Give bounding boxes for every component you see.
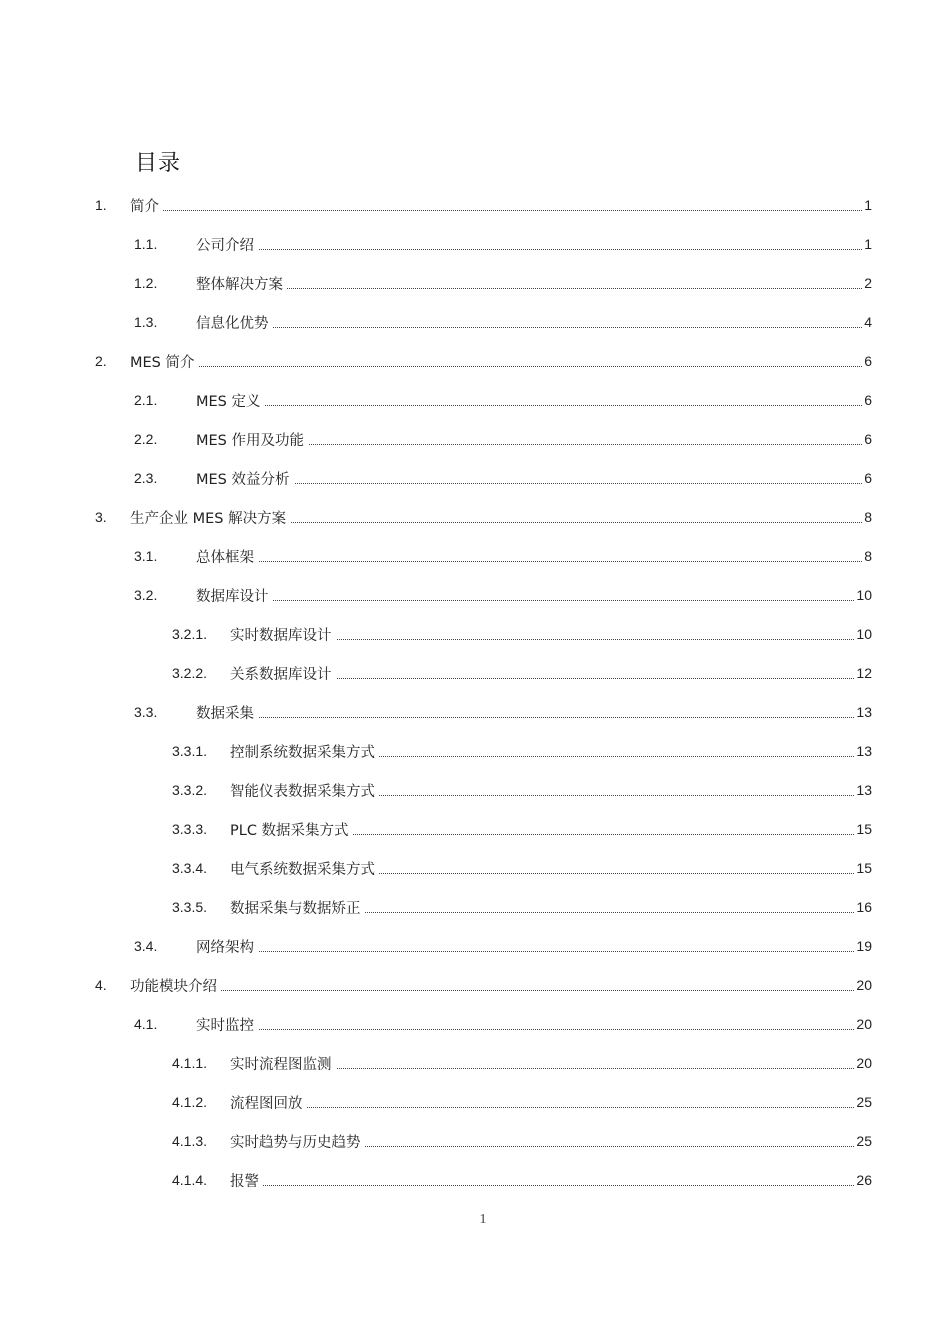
toc-dot-leader <box>196 951 872 952</box>
toc-entry[interactable] <box>0 271 872 297</box>
toc-entry-number: 4.1.4. <box>172 1172 208 1188</box>
toc-entry-page: 25 <box>856 1133 872 1149</box>
toc-entry-title[interactable]: 简介 <box>130 195 163 216</box>
toc-entry-number: 3.2.1. <box>172 626 208 642</box>
toc-dot-leader <box>130 210 872 211</box>
toc-entry[interactable] <box>0 466 872 492</box>
toc-entry-number: 3.2. <box>134 587 158 603</box>
toc-dot-leader <box>196 717 872 718</box>
toc-dot-leader <box>130 366 872 367</box>
toc-entry[interactable] <box>0 817 872 843</box>
toc-entry-number: 1. <box>95 197 107 213</box>
toc-entry[interactable] <box>0 1129 872 1155</box>
toc-entry-number: 1.2. <box>134 275 158 291</box>
toc-entry-number: 2. <box>95 353 107 369</box>
toc-entry-number: 3.3.1. <box>172 743 208 759</box>
toc-entry[interactable] <box>0 505 872 531</box>
toc-entry-number: 3.2.2. <box>172 665 208 681</box>
toc-entry-number: 3.3.5. <box>172 899 208 915</box>
toc-dot-leader <box>130 990 872 991</box>
toc-entry[interactable] <box>0 739 872 765</box>
toc-entry-title[interactable]: 实时监控 <box>196 1014 258 1035</box>
toc-entry-title[interactable]: 报警 <box>230 1170 263 1191</box>
toc-entry-number: 2.1. <box>134 392 158 408</box>
toc-entry-title[interactable]: 数据库设计 <box>196 585 273 606</box>
toc-dot-leader <box>196 249 872 250</box>
toc-dot-leader <box>196 1029 872 1030</box>
toc-entry[interactable] <box>0 661 872 687</box>
toc-entry-page: 13 <box>856 704 872 720</box>
toc-entry-page: 6 <box>864 470 872 486</box>
toc-entry[interactable] <box>0 895 872 921</box>
toc-entry-page: 6 <box>864 392 872 408</box>
toc-entry[interactable] <box>0 778 872 804</box>
toc-entry-title[interactable]: 整体解决方案 <box>196 273 287 294</box>
toc-entry-title[interactable]: 实时流程图监测 <box>230 1053 336 1074</box>
toc-dot-leader <box>230 1107 872 1108</box>
toc-entry-number: 3.3.4. <box>172 860 208 876</box>
toc-entry[interactable] <box>0 1168 872 1194</box>
toc-entry-number: 3. <box>95 509 107 525</box>
toc-entry[interactable] <box>0 544 872 570</box>
toc-entry[interactable] <box>0 934 872 960</box>
toc-entry-number: 3.4. <box>134 938 158 954</box>
toc-entry-title[interactable]: MES 简介 <box>130 351 199 372</box>
toc-entry[interactable] <box>0 700 872 726</box>
toc-entry-number: 1.1. <box>134 236 158 252</box>
toc-entry-page: 10 <box>856 587 872 603</box>
toc-entry-title[interactable]: 电气系统数据采集方式 <box>230 858 379 879</box>
toc-entry-page: 6 <box>864 431 872 447</box>
toc-entry-page: 26 <box>856 1172 872 1188</box>
toc-entry[interactable] <box>0 427 872 453</box>
toc-entry-number: 4.1.2. <box>172 1094 208 1110</box>
toc-entry[interactable] <box>0 622 872 648</box>
toc-entry-page: 16 <box>856 899 872 915</box>
toc-entry-page: 20 <box>856 1055 872 1071</box>
toc-entry-page: 1 <box>864 236 872 252</box>
toc-entry-title[interactable]: MES 作用及功能 <box>196 429 308 450</box>
toc-entry-title[interactable]: MES 效益分析 <box>196 468 294 489</box>
toc-entry-page: 13 <box>856 743 872 759</box>
toc-dot-leader <box>196 327 872 328</box>
toc-entry[interactable] <box>0 349 872 375</box>
toc-entry-title[interactable]: 数据采集 <box>196 702 258 723</box>
toc-entry-title[interactable]: 功能模块介绍 <box>130 975 221 996</box>
toc-title: 目录 <box>135 151 182 176</box>
toc-dot-leader <box>230 1185 872 1186</box>
toc-entry-number: 4.1.1. <box>172 1055 208 1071</box>
toc-entry-title[interactable]: 网络架构 <box>196 936 258 957</box>
toc-entry-page: 4 <box>864 314 872 330</box>
toc-entry[interactable] <box>0 1051 872 1077</box>
toc-entry[interactable] <box>0 310 872 336</box>
toc-entry-title[interactable]: 生产企业 MES 解决方案 <box>130 507 290 528</box>
toc-entry-page: 8 <box>864 548 872 564</box>
toc-entry-page: 25 <box>856 1094 872 1110</box>
toc-entry-title[interactable]: 公司介绍 <box>196 234 258 255</box>
toc-entry-title[interactable]: 实时数据库设计 <box>230 624 336 645</box>
toc-entry[interactable] <box>0 583 872 609</box>
toc-entry-title[interactable]: 流程图回放 <box>230 1092 307 1113</box>
toc-entry-title[interactable]: 控制系统数据采集方式 <box>230 741 379 762</box>
toc-entry[interactable] <box>0 856 872 882</box>
toc-entry-page: 15 <box>856 860 872 876</box>
toc-entry-number: 4. <box>95 977 107 993</box>
toc-entry-page: 15 <box>856 821 872 837</box>
toc-entry-title[interactable]: 信息化优势 <box>196 312 273 333</box>
toc-entry-title[interactable]: 关系数据库设计 <box>230 663 336 684</box>
toc-entry-page: 10 <box>856 626 872 642</box>
toc-entry[interactable] <box>0 1012 872 1038</box>
toc-entry-title[interactable]: MES 定义 <box>196 390 265 411</box>
toc-entry-page: 13 <box>856 782 872 798</box>
toc-entry[interactable] <box>0 193 872 219</box>
toc-entry-number: 4.1. <box>134 1016 158 1032</box>
toc-entry-page: 12 <box>856 665 872 681</box>
toc-entry-title[interactable]: PLC 数据采集方式 <box>230 819 353 840</box>
page-number: 1 <box>479 1212 487 1227</box>
toc-entry-title[interactable]: 实时趋势与历史趋势 <box>230 1131 365 1152</box>
toc-entry-page: 19 <box>856 938 872 954</box>
toc-entry-page: 1 <box>864 197 872 213</box>
toc-dot-leader <box>196 600 872 601</box>
toc-entry-title[interactable]: 数据采集与数据矫正 <box>230 897 365 918</box>
toc-entry-number: 2.3. <box>134 470 158 486</box>
toc-entry[interactable] <box>0 1090 872 1116</box>
toc-dot-leader <box>196 483 872 484</box>
toc-entry-number: 3.3.2. <box>172 782 208 798</box>
toc-entry-number: 1.3. <box>134 314 158 330</box>
toc-entry-page: 6 <box>864 353 872 369</box>
toc-entry[interactable] <box>0 973 872 999</box>
toc-entry-page: 20 <box>856 977 872 993</box>
toc-entry-title[interactable]: 智能仪表数据采集方式 <box>230 780 379 801</box>
toc-entry-number: 4.1.3. <box>172 1133 208 1149</box>
toc-dot-leader <box>196 288 872 289</box>
toc-entry-number: 3.3.3. <box>172 821 208 837</box>
toc-entry[interactable] <box>0 388 872 414</box>
toc-entry-page: 8 <box>864 509 872 525</box>
toc-entry[interactable] <box>0 232 872 258</box>
toc-dot-leader <box>196 405 872 406</box>
toc-entry-page: 20 <box>856 1016 872 1032</box>
toc-dot-leader <box>196 561 872 562</box>
toc-entry-title[interactable]: 总体框架 <box>196 546 258 567</box>
toc-entry-number: 3.1. <box>134 548 158 564</box>
toc-entry-page: 2 <box>864 275 872 291</box>
toc-entry-number: 2.2. <box>134 431 158 447</box>
toc-entry-number: 3.3. <box>134 704 158 720</box>
